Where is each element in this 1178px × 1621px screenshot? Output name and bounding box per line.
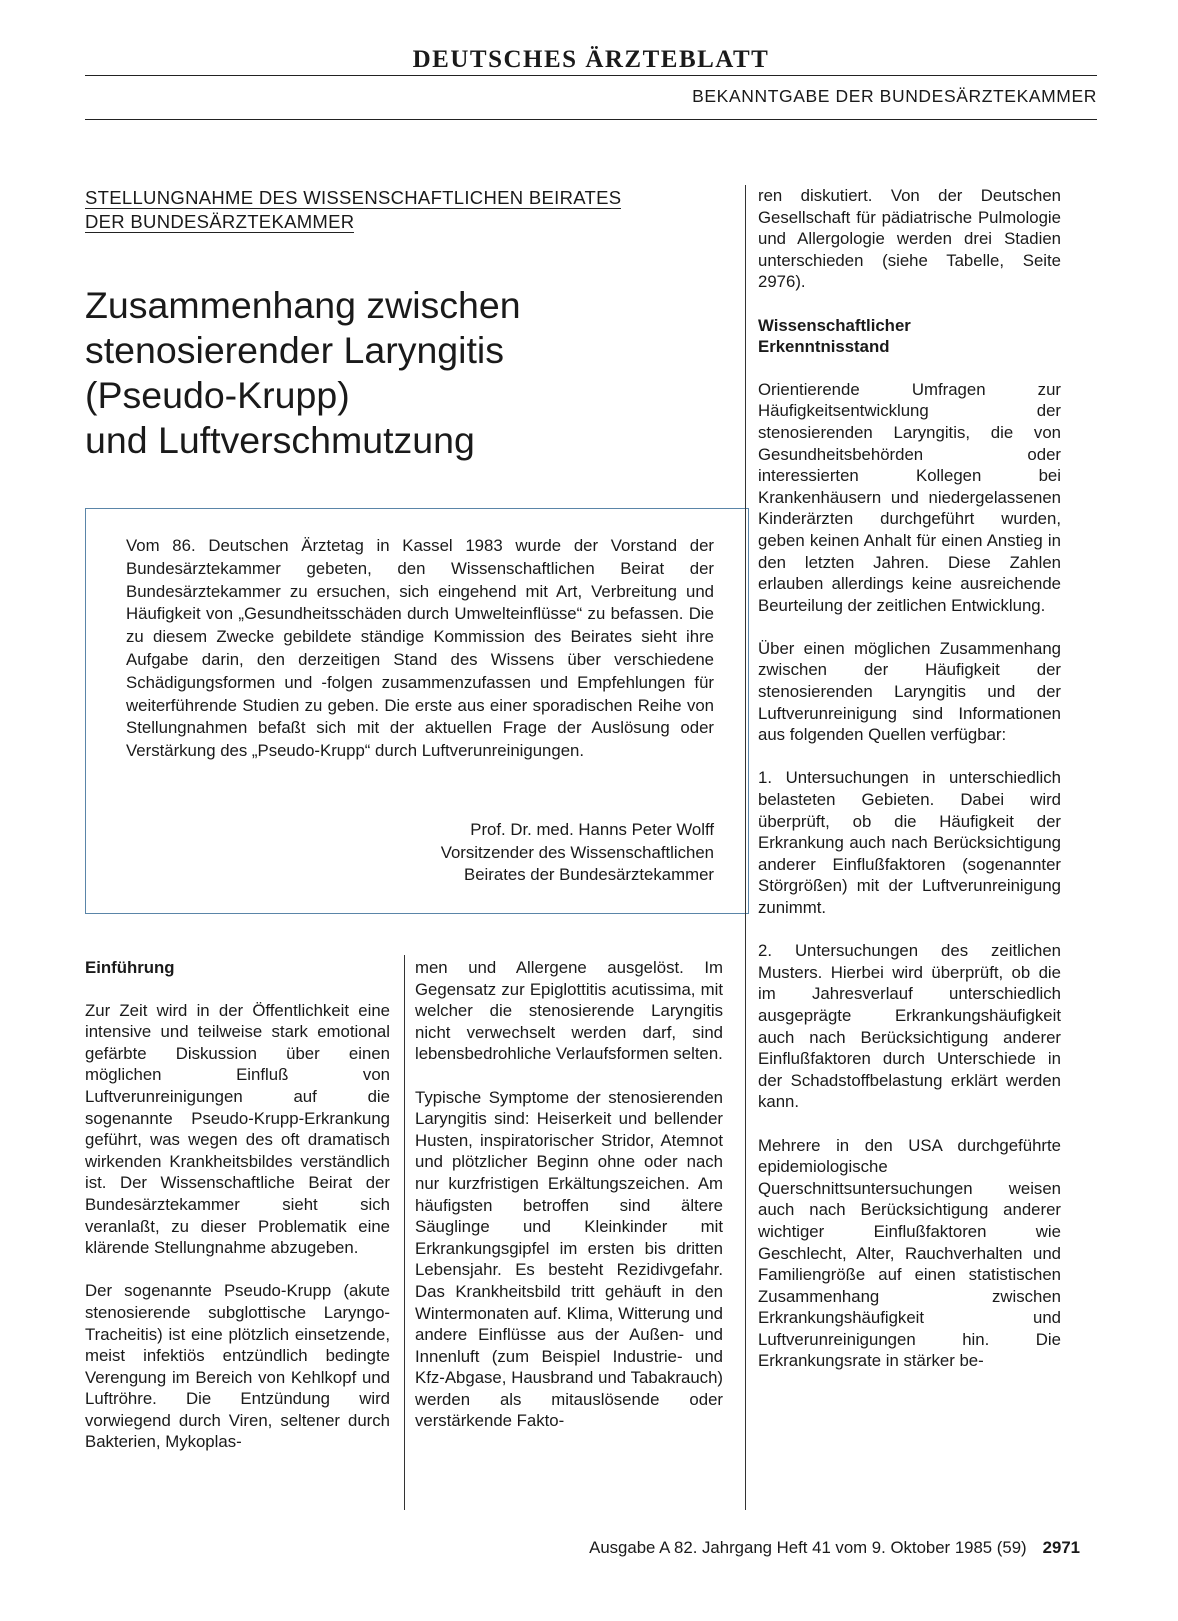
column-divider-mid bbox=[404, 955, 405, 1510]
column-divider-right bbox=[745, 185, 746, 1510]
page-footer bbox=[500, 1538, 1080, 1558]
paragraph: Typische Symptome der stenosierenden Laryngitis sind: Heiserkeit und bellender Husten, inspiratorischer Stridor, Atemnot und plötzlicher Beginn ohne oder nach nur kurzfristigen Erkältungszeichen. Am häufigsten betroffen sind ältere Säuglinge und Kleinkinder mit Erkrankungsgipfel im ersten bis dritten Lebensjahr. Es besteht Rezidivgefahr. Das Krankheitsbild tritt gehäuft in den Wintermonaten auf. Klima, Witterung und andere Einflüsse aus der Außen- und Innenluft (zum Beispiel Industrie- und Kfz-Abgase, Hausbrand und Tabakrauch) werden als mitauslösende oder verstärkende Fakto- bbox=[415, 1087, 723, 1431]
abstract-text: Vom 86. Deutschen Ärztetag in Kassel 1983 wurde der Vorstand der Bundesärztekammer gebeten, den Wissenschaftlichen Beirat der Bundesärztekammer zu ersuchen, sich eingehend mit Art, Verbreitung und Häufigkeit von „Gesundheitsschäden durch Umwelteinflüsse“ zu befassen. Die zu diesem Zwecke gebildete ständige Kommission des Beirates sieht ihre Aufgabe darin, den derzeitigen Stand des Wissens über verschiedene Schädigungsformen und -folgen zusammenzufassen und Empfehlungen für weiterführende Studien zu geben. Die erste aus einer sporadischen Reihe von Stellungnahmen befaßt sich mit der aktuellen Frage der Auslösung oder Verstärkung des „Pseudo-Krupp“ durch Luftverunreinigungen. bbox=[126, 536, 714, 761]
article-title bbox=[85, 283, 735, 463]
masthead bbox=[85, 44, 1097, 164]
page-number: 2971 bbox=[1042, 1538, 1080, 1557]
title-line-1: Zusammenhang zwischen bbox=[85, 284, 521, 326]
kicker-line-2: DER BUNDESÄRZTEKAMMER bbox=[85, 211, 355, 232]
signature-block bbox=[441, 819, 714, 887]
title-line-2: stenosierender Laryngitis bbox=[85, 329, 504, 371]
paragraph: Mehrere in den USA durchgeführte epidemiologische Querschnittsuntersuchungen weisen auch nach Berücksichtigung anderer wichtiger Einflußfaktoren wie Geschlecht, Alter, Rauchverhalten und Familiengröße auf einen statistischen Zusammenhang zwischen Erkrankungshäufigkeit und Luftverunreinigungen hin. Die Erkrankungsrate in stärker be- bbox=[758, 1135, 1061, 1371]
journal-name: DEUTSCHES ÄRZTEBLATT bbox=[412, 46, 770, 73]
header-rule-top bbox=[85, 75, 1097, 76]
paragraph: Über einen möglichen Zusammenhang zwischen der Häufigkeit der stenosierenden Laryngitis und der Luftverunreinigung sind Informationen aus folgenden Quellen verfügbar: bbox=[758, 638, 1061, 745]
paragraph: ren diskutiert. Von der Deutschen Gesellschaft für pädiatrische Pulmologie und Allergologie werden drei Stadien unterschieden (siehe Tabelle, Seite 2976). bbox=[758, 186, 1061, 292]
heading-line-1: Wissenschaftlicher bbox=[758, 315, 911, 335]
heading-scientific-status bbox=[758, 315, 1061, 358]
paragraph: 1. Untersuchungen in unterschiedlich belasteten Gebieten. Dabei wird überprüft, ob die Häufigkeit der Erkrankung auch nach Berücksichtigung anderer Einflußfaktoren (sogenannter Störgrößen) mit der Luftverunreinigung zunimmt. bbox=[758, 768, 1061, 917]
column-middle bbox=[415, 957, 723, 1454]
paragraph: Der sogenannte Pseudo-Krupp (akute stenosierende subglottische Laryngo-Tracheitis) ist eine plötzlich einsetzende, meist infektiös entzündlich bedingte Verengung im Bereich von Kehlkopf und Luftröhre. Die Entzündung wird vorwiegend durch Viren, seltener durch Bakterien, Mykoplas- bbox=[85, 1281, 390, 1452]
issue-info: Ausgabe A 82. Jahrgang Heft 41 vom 9. Oktober 1985 (59) bbox=[589, 1538, 1027, 1557]
paragraph: Zur Zeit wird in der Öffentlichkeit eine intensive und teilweise stark emotional gefärbte Diskussion über einen möglichen Einfluß von Luftverunreinigungen auf die sogenannte Pseudo-Krupp-Erkrankung geführt, was wegen des oft dramatisch wirkenden Krankheitsbildes verständlich ist. Der Wissenschaftliche Beirat der Bundesärztekammer sieht sich veranlaßt, zu dieser Problematik eine klärende Stellungnahme abzugeben. bbox=[85, 1000, 390, 1258]
column-right bbox=[758, 185, 1061, 1394]
paragraph: 2. Untersuchungen des zeitlichen Musters. Hierbei wird überprüft, ob die im Jahresverlauf unterschiedlich ausgeprägte Erkrankungshäufigkeit auch nach Berücksichtigung anderer Einflußfaktoren durch Unterschiede in der Schadstoffbelastung erklärt werden kann. bbox=[758, 941, 1061, 1112]
article-kicker bbox=[85, 186, 725, 234]
title-line-4: und Luftverschmutzung bbox=[85, 419, 475, 461]
header-rule-bottom bbox=[85, 119, 1097, 120]
column-left bbox=[85, 957, 390, 1475]
title-line-3: (Pseudo-Krupp) bbox=[85, 374, 350, 416]
paragraph: Orientierende Umfragen zur Häufigkeitsentwicklung der stenosierenden Laryngitis, die von Gesundheitsbehörden oder interessierten Kollegen bei Krankenhäusern und niedergelassenen Kinderärzten durchgeführt wurden, geben keinen Anhalt für einen Anstieg in den letzten Jahren. Diese Zahlen erlauben allerdings keine ausreichende Beurteilung der zeitlichen Entwicklung. bbox=[758, 379, 1061, 615]
kicker-line-1: STELLUNGNAHME DES WISSENSCHAFTLICHEN BEIRATES bbox=[85, 187, 622, 208]
signature-role-1: Vorsitzender des Wissenschaftlichen bbox=[440, 842, 714, 862]
heading-line-2: Erkenntnisstand bbox=[758, 337, 890, 357]
paragraph: men und Allergene ausgelöst. Im Gegensatz zur Epiglottitis acutissima, mit welcher die stenosierende Laryngitis nicht verwechselt werden darf, sind lebensbedrohliche Verlaufsformen selten. bbox=[415, 958, 723, 1064]
signature-role-2: Beirates der Bundesärztekammer bbox=[464, 865, 714, 884]
abstract-box bbox=[85, 508, 749, 914]
heading-introduction: Einführung bbox=[85, 958, 175, 977]
section-label: BEKANNTGABE DER BUNDESÄRZTEKAMMER bbox=[692, 86, 1097, 106]
signature-name: Prof. Dr. med. Hanns Peter Wolff bbox=[470, 820, 714, 839]
